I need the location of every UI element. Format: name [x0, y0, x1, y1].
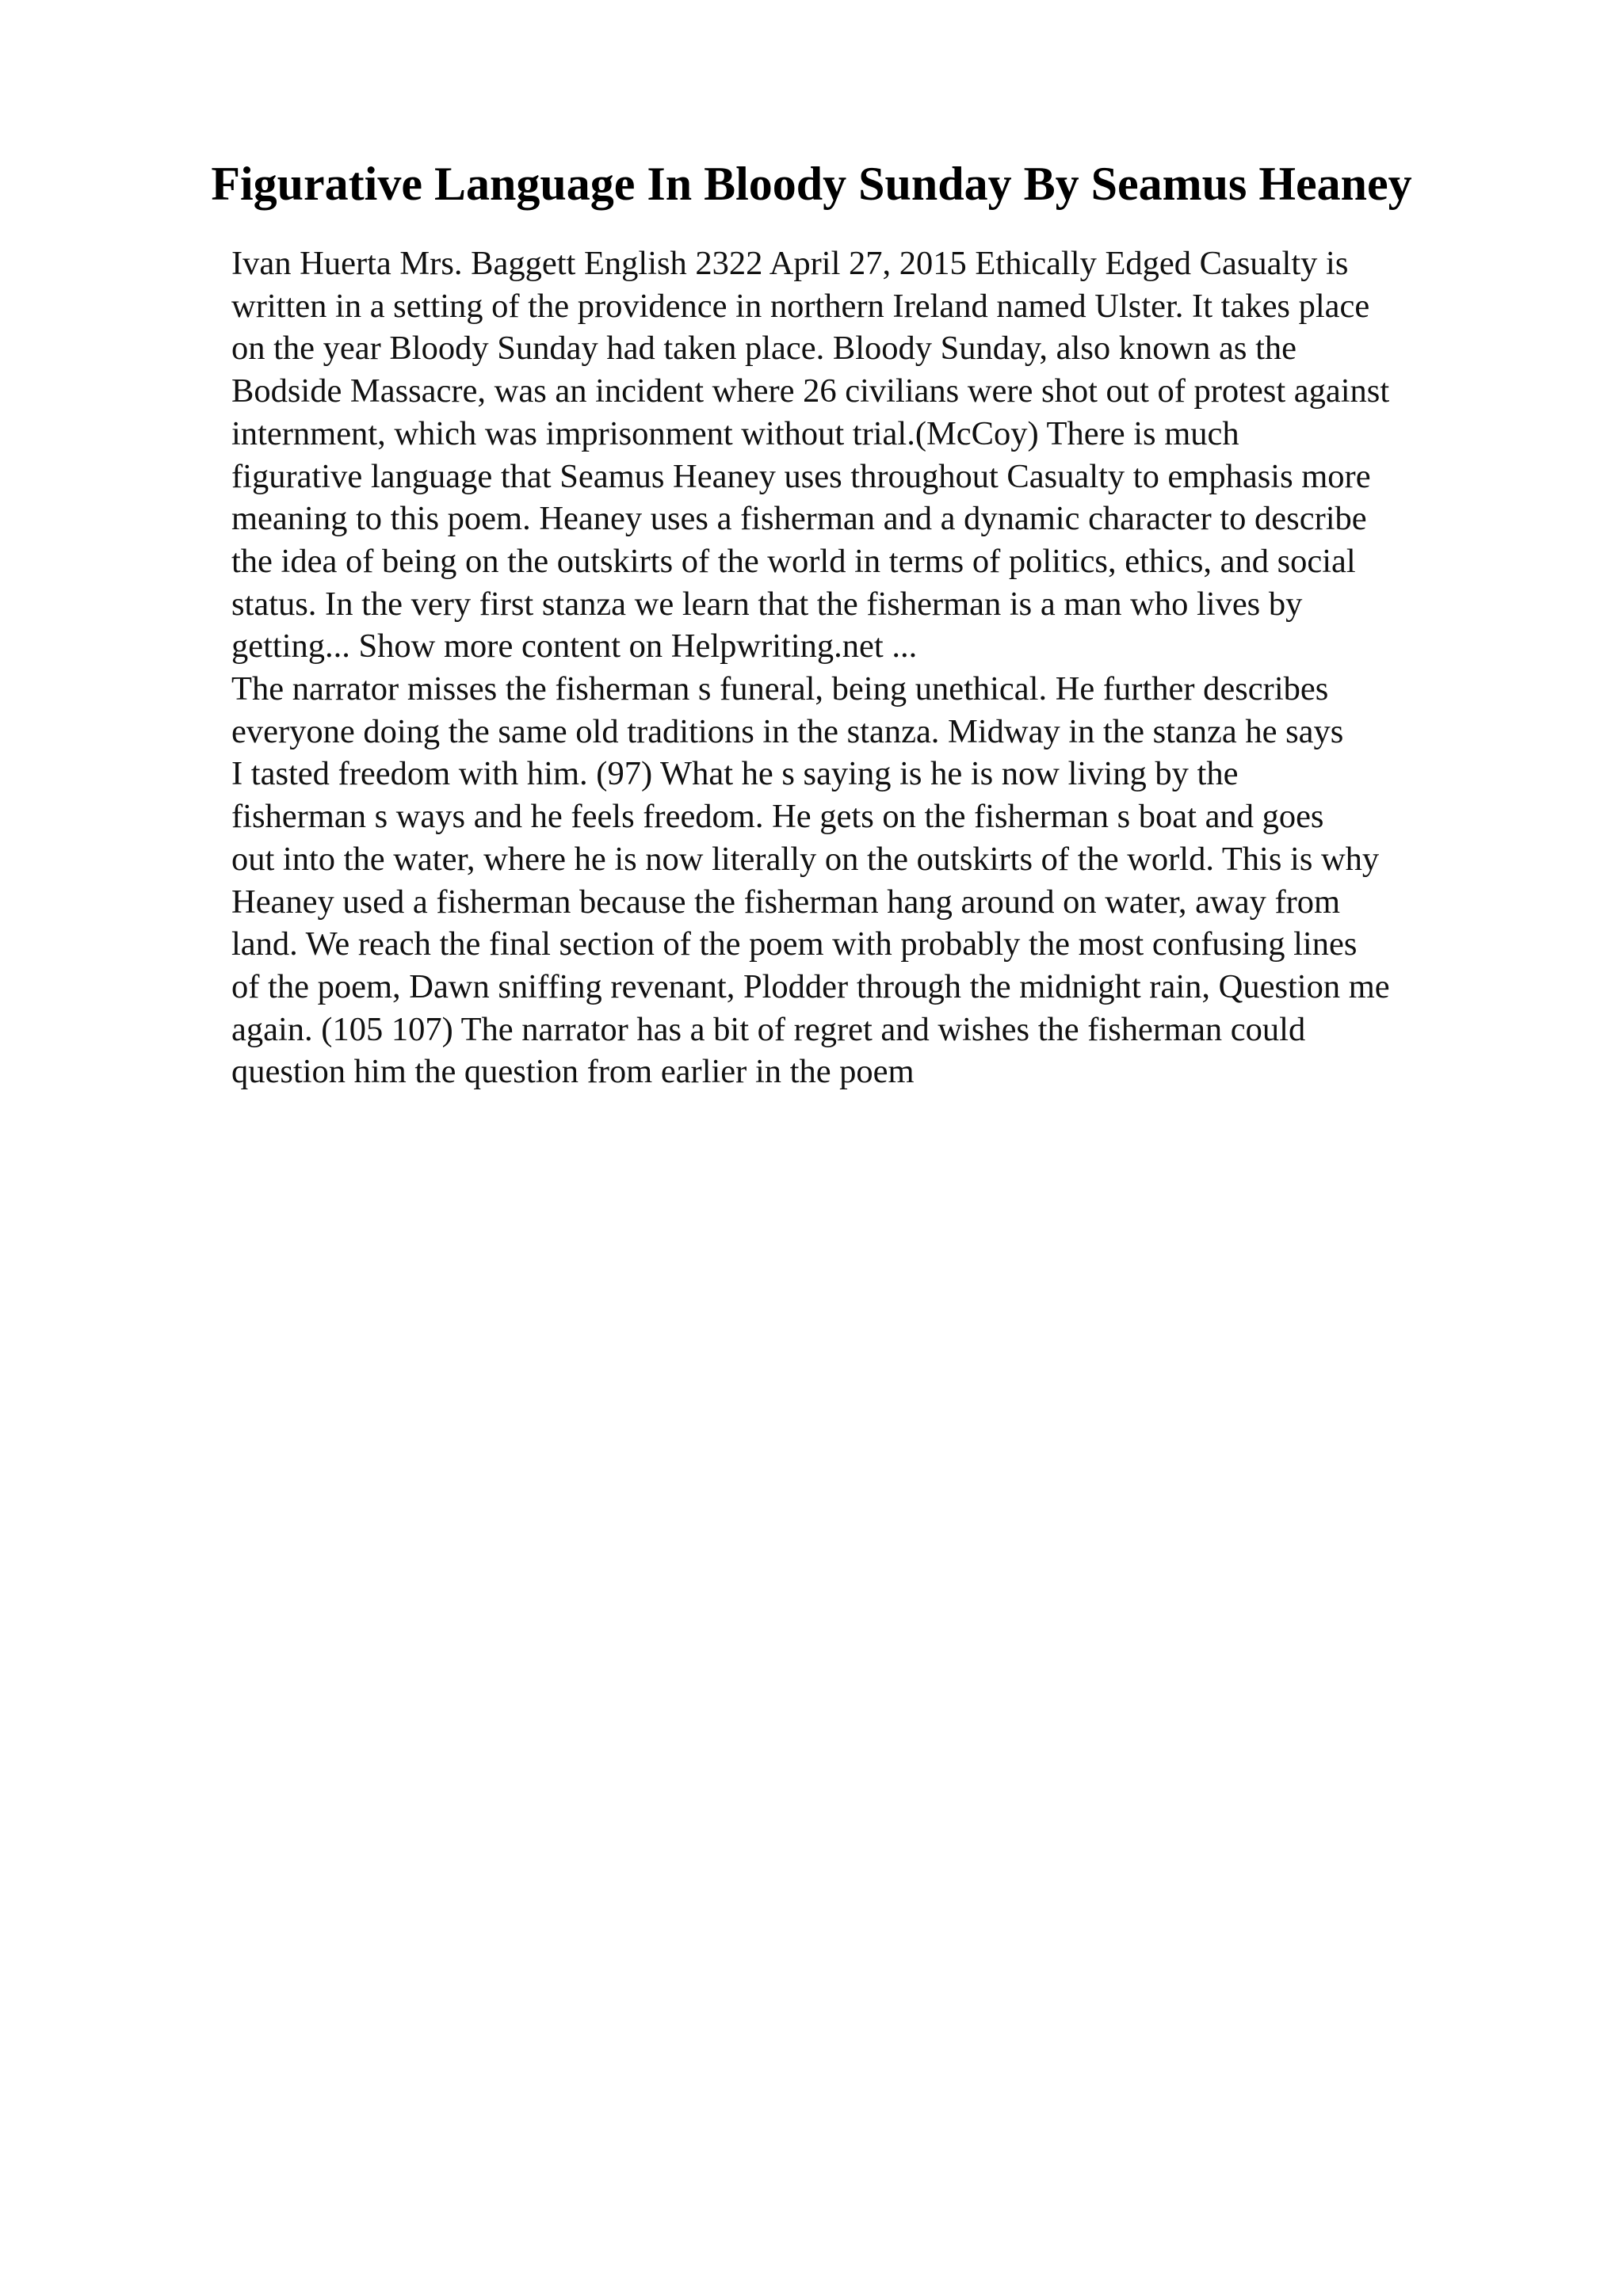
body-line-11: The narrator misses the fisherman s funeral, being unethical. He further describes [231, 670, 1329, 708]
body-line-16: Heaney used a fisherman because the fisherman hang around on water, away from [231, 883, 1341, 921]
body-line-15: out into the water, where he is now literally on the outskirts of the world. This is why [231, 840, 1380, 878]
body-line-14: fisherman s ways and he feels freedom. He gets on the fisherman s boat and goes [231, 798, 1324, 836]
body-line-18: of the poem, Dawn sniffing revenant, Plodder through the midnight rain, Question me [231, 967, 1390, 1005]
body-line-1: Ivan Huerta Mrs. Baggett English 2322 April 27, 2015 Ethically Edged Casualty is [231, 245, 1349, 282]
body-line-3: on the year Bloody Sunday had taken place. Bloody Sunday, also known as the [231, 330, 1297, 368]
body-line-17: land. We reach the final section of the poem with probably the most confusing lines [231, 925, 1358, 963]
body-line-13: I tasted freedom with him. (97) What he s saying is he is now living by the [231, 755, 1239, 793]
body-line-20: question him the question from earlier in the poem [231, 1053, 915, 1091]
body-line-5: internment, which was imprisonment without trial.(McCoy) There is much [231, 414, 1239, 452]
body-line-7: meaning to this poem. Heaney uses a fisherman and a dynamic character to describe [231, 500, 1367, 538]
body-line-2: written in a setting of the providence in northern Ireland named Ulster. It takes place [231, 287, 1370, 325]
body-line-6: figurative language that Seamus Heaney uses throughout Casualty to emphasis more [231, 457, 1371, 495]
body-line-19: again. (105 107) The narrator has a bit of regret and wishes the fisherman could [231, 1010, 1306, 1048]
body-line-9: status. In the very first stanza we learn that the fisherman is a man who lives by [231, 585, 1303, 623]
body-line-10: getting... Show more content on Helpwriting.net ... [231, 627, 918, 666]
document-title: Figurative Language In Bloody Sunday By Seamus Heaney [211, 158, 1412, 210]
body-line-4: Bodside Massacre, was an incident where 26 civilians were shot out of protest against [231, 372, 1390, 410]
body-line-8: the idea of being on the outskirts of the world in terms of politics, ethics, and social [231, 542, 1356, 580]
body-line-12: everyone doing the same old traditions in the stanza. Midway in the stanza he says [231, 712, 1344, 750]
document-body [231, 242, 1515, 1093]
